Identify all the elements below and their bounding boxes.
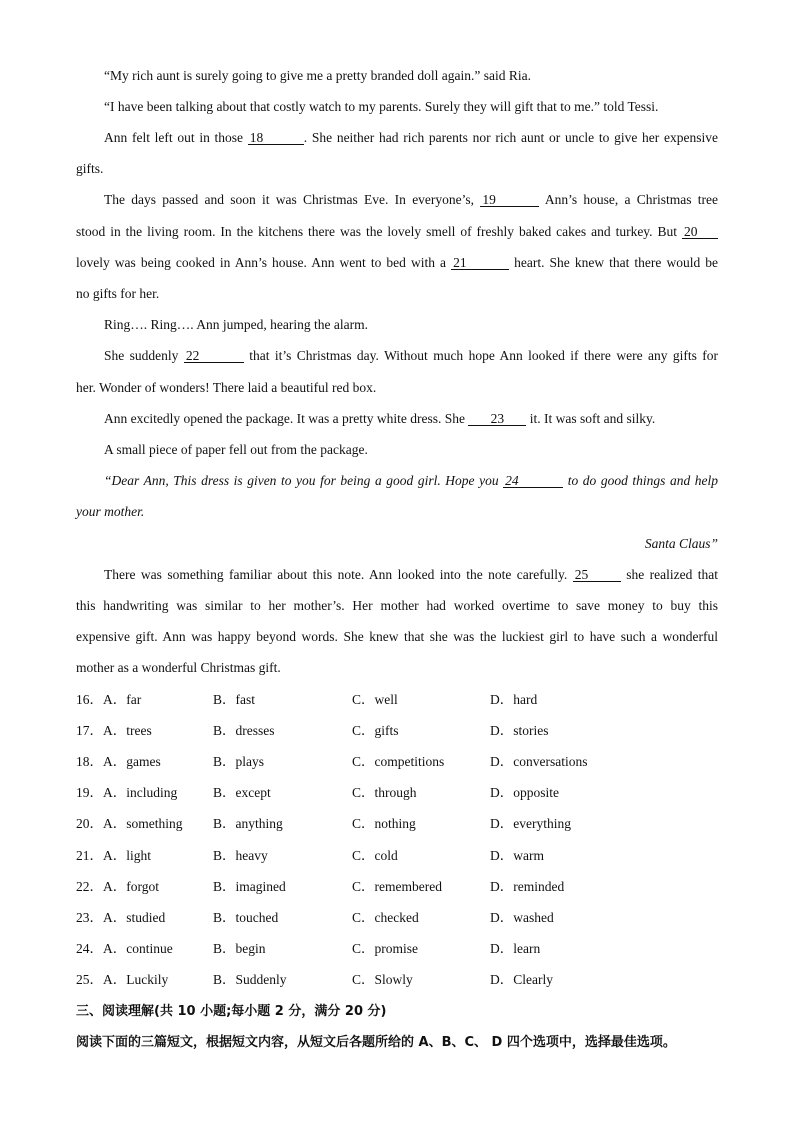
option-a[interactable]: 19．A．including: [76, 785, 178, 800]
option-a[interactable]: 21．A．light: [76, 848, 152, 863]
option-a[interactable]: 23．A．studied: [76, 910, 166, 925]
blank-20: 20: [682, 225, 718, 239]
question-19: [76, 785, 716, 801]
question-21: [76, 848, 716, 864]
option-b[interactable]: B．imagined: [213, 879, 286, 894]
option-a[interactable]: 17．A．trees: [76, 723, 152, 738]
blank-24: 24: [503, 474, 563, 488]
note-line2: your mother.: [76, 504, 145, 519]
option-d[interactable]: D．conversations: [490, 754, 588, 769]
option-b[interactable]: B．plays: [213, 754, 265, 769]
paragraph-ann-line1: Ann felt left out in those 18 . She neither had rich parents nor rich aunt or uncle to give her expensive: [104, 130, 718, 145]
note-signature: Santa Claus”: [644, 536, 718, 551]
paragraph-eve-line2: stood in the living room. In the kitchens there was the lovely smell of freshly baked cakes and turkey. But 20: [76, 224, 718, 240]
section-instruction: 阅读下面的三篇短文，根据短文内容，从短文后各题所给的 A、B、C、 D 四个选项中，选择最佳选项。: [76, 1035, 676, 1050]
option-b[interactable]: B．except: [213, 785, 271, 800]
option-d[interactable]: D．reminded: [490, 879, 565, 894]
option-c[interactable]: C．gifts: [352, 723, 399, 738]
question-20: [76, 816, 716, 832]
option-c[interactable]: C．competitions: [352, 754, 445, 769]
option-a[interactable]: 20．A．something: [76, 816, 183, 831]
blank-22: 22: [184, 349, 244, 363]
option-b[interactable]: B．anything: [213, 816, 283, 831]
option-c[interactable]: C．Slowly: [352, 972, 413, 987]
paragraph-familiar-line3: expensive gift. Ann was happy beyond words. She knew that she was the luckiest girl to have such a wonderful: [76, 629, 718, 644]
option-a[interactable]: 16．A．far: [76, 692, 142, 707]
option-d[interactable]: D．warm: [490, 848, 544, 863]
paragraph-eve-line3: lovely was being cooked in Ann’s house. Ann went to bed with a 21 heart. She knew that there would be: [76, 255, 719, 270]
option-b[interactable]: B．touched: [213, 910, 279, 925]
option-d[interactable]: D．everything: [490, 816, 571, 831]
option-b[interactable]: B．dresses: [213, 723, 275, 738]
question-18: [76, 754, 716, 770]
option-c[interactable]: C．promise: [352, 941, 418, 956]
blank-23: 23: [468, 412, 526, 426]
question-23: [76, 910, 716, 926]
question-24: [76, 941, 716, 957]
option-d[interactable]: D．opposite: [490, 785, 559, 800]
option-c[interactable]: C．cold: [352, 848, 398, 863]
paragraph-christmas-day-line2: her. Wonder of wonders! There laid a beautiful red box.: [76, 380, 377, 395]
paragraph-ring: Ring…. Ring…. Ann jumped, hearing the alarm.: [104, 317, 368, 332]
paragraph-dress: Ann excitedly opened the package. It was a pretty white dress. She 23 it. It was soft and silky.: [104, 411, 656, 426]
question-16: [76, 692, 716, 708]
option-b[interactable]: B．Suddenly: [213, 972, 287, 987]
option-a[interactable]: 22．A．forgot: [76, 879, 159, 894]
option-a[interactable]: 24．A．continue: [76, 941, 173, 956]
paragraph-familiar-line1: There was something familiar about this note. Ann looked into the note carefully. 25 she realized that: [104, 567, 719, 582]
option-c[interactable]: C．remembered: [352, 879, 442, 894]
option-d[interactable]: D．hard: [490, 692, 538, 707]
blank-25: 25: [573, 568, 621, 582]
option-c[interactable]: C．checked: [352, 910, 419, 925]
note-line1: “Dear Ann, This dress is given to you for being a good girl. Hope you 24 to do good things and help: [104, 473, 718, 488]
question-17: [76, 723, 716, 739]
blank-19: 19: [480, 193, 539, 207]
paragraph-eve-line1: The days passed and soon it was Christmas Eve. In everyone’s, 19 Ann’s house, a Christmas tree: [104, 192, 718, 207]
option-a[interactable]: 18．A．games: [76, 754, 161, 769]
option-b[interactable]: B．fast: [213, 692, 255, 707]
blank-18: 18: [248, 131, 304, 145]
option-c[interactable]: C．nothing: [352, 816, 416, 831]
blank-21: 21: [451, 256, 509, 270]
paragraph-tessi: “I have been talking about that costly watch to my parents. Surely they will gift that to me.” told Tessi.: [104, 99, 659, 114]
option-c[interactable]: C．well: [352, 692, 398, 707]
paragraph-familiar-line4: mother as a wonderful Christmas gift.: [76, 660, 281, 675]
paragraph-familiar-line2: this handwriting was similar to her mother’s. Her mother had worked overtime to save money to buy this: [76, 598, 718, 613]
option-c[interactable]: C．through: [352, 785, 417, 800]
paragraph-ann-line2: gifts.: [76, 161, 104, 176]
paragraph-christmas-day-line1: She suddenly 22 that it’s Christmas day. Without much hope Ann looked if there were any gifts for: [104, 348, 719, 363]
question-22: [76, 879, 716, 895]
option-d[interactable]: D．washed: [490, 910, 554, 925]
paragraph-eve-line4: no gifts for her.: [76, 286, 160, 301]
option-a[interactable]: 25．A．Luckily: [76, 972, 169, 987]
question-25: [76, 972, 716, 988]
option-b[interactable]: B．heavy: [213, 848, 268, 863]
paragraph-ria: “My rich aunt is surely going to give me a pretty branded doll again.” said Ria.: [104, 68, 532, 83]
paragraph-paper: A small piece of paper fell out from the package.: [104, 442, 368, 457]
option-d[interactable]: D．stories: [490, 723, 549, 738]
option-d[interactable]: D．learn: [490, 941, 541, 956]
option-b[interactable]: B．begin: [213, 941, 266, 956]
option-d[interactable]: D．Clearly: [490, 972, 553, 987]
section-title: 三、阅读理解(共 10 小题;每小题 2 分，满分 20 分): [76, 1004, 387, 1019]
